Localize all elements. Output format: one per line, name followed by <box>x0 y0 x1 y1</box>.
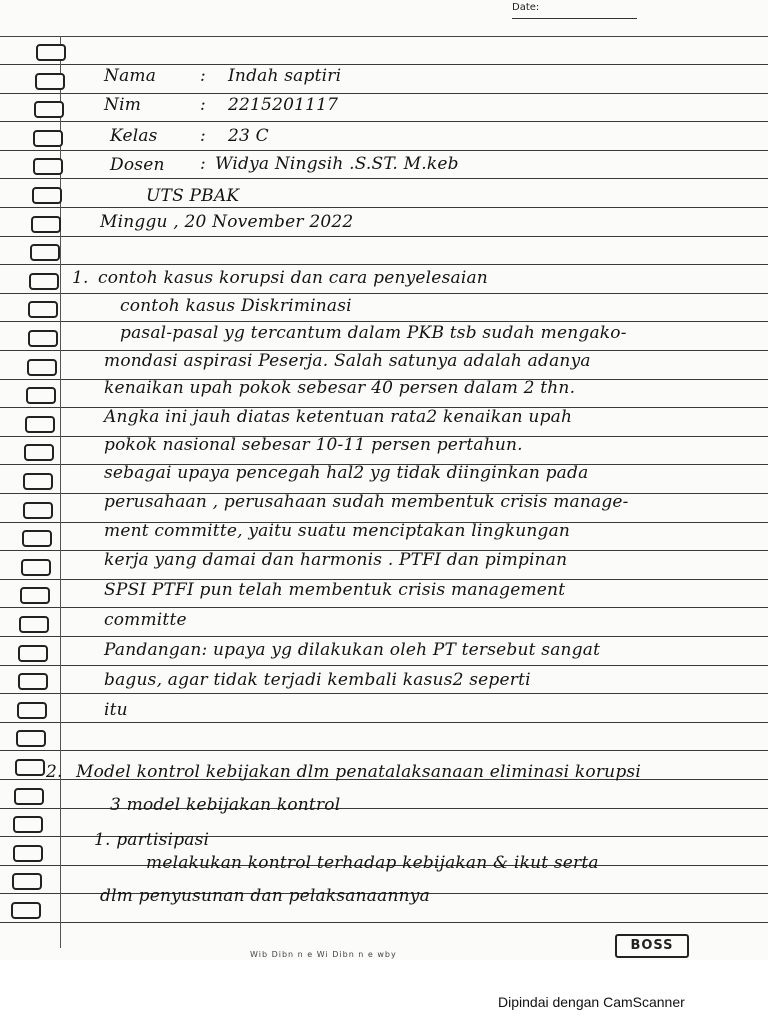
binder-hole <box>21 559 51 576</box>
ruled-line <box>0 207 768 208</box>
ruled-line <box>0 750 768 751</box>
ruled-line <box>0 636 768 637</box>
ruled-line <box>0 665 768 666</box>
nim-label: Nim <box>104 95 142 115</box>
q1-line: Angka ini jauh diatas ketentuan rata2 kenaikan upah <box>104 407 573 427</box>
binder-hole <box>33 130 63 147</box>
dosen-separator: : <box>200 154 206 174</box>
binder-hole <box>33 158 63 175</box>
dosen-label: Dosen <box>110 155 165 175</box>
brand-logo: BOSS <box>615 934 689 958</box>
q1-opinion-line: Pandangan: upaya yg dilakukan oleh PT tersebut sangat <box>104 640 601 660</box>
exam-date: Minggu , 20 November 2022 <box>100 212 354 232</box>
ruled-line <box>0 321 768 322</box>
q2-point-1-line: melakukan kontrol terhadap kebijakan & ikut serta <box>146 853 599 873</box>
q1-line: SPSI PTFI pun telah membentuk crisis management <box>104 580 566 600</box>
nim-separator: : <box>200 95 206 115</box>
binder-hole <box>15 759 45 776</box>
binder-hole <box>18 673 48 690</box>
ruled-line <box>0 150 768 151</box>
q1-line: mondasi aspirasi Peserja. Salah satunya adalah adanya <box>104 351 591 371</box>
binder-hole <box>29 273 59 290</box>
binder-hole <box>23 473 53 490</box>
binder-hole <box>13 845 43 862</box>
q1-line: sebagai upaya pencegah hal2 yg tidak diinginkan pada <box>104 463 589 483</box>
dosen-value: Widya Ningsih .S.ST. M.keb <box>215 154 459 174</box>
ruled-line <box>0 607 768 608</box>
binder-hole <box>12 873 42 890</box>
question-2-heading: Model kontrol kebijakan dlm penatalaksanaan eliminasi korupsi <box>76 762 641 782</box>
binder-hole <box>31 216 61 233</box>
question-2-subheading: 3 model kebijakan kontrol <box>110 795 341 815</box>
footer-print-text: Wib Dibn n e Wi Dibn n e wby <box>250 950 397 959</box>
ruled-line <box>0 264 768 265</box>
scanner-watermark: Dipindai dengan CamScanner <box>498 994 685 1010</box>
binder-hole <box>24 444 54 461</box>
q1-line: pasal-pasal yg tercantum dalam PKB tsb sudah mengako- <box>120 323 627 343</box>
q1-line: perusahaan , perusahaan sudah membentuk crisis manage- <box>104 492 629 512</box>
q1-opinion-line: bagus, agar tidak terjadi kembali kasus2 seperti <box>104 670 531 690</box>
q1-line: kerja yang damai dan harmonis . PTFI dan pimpinan <box>104 550 568 570</box>
ruled-line <box>0 121 768 122</box>
question-1-subheading: contoh kasus Diskriminasi <box>120 296 352 316</box>
nama-value: Indah saptiri <box>228 66 342 86</box>
binder-hole <box>13 816 43 833</box>
binder-hole <box>17 702 47 719</box>
kelas-separator: : <box>200 126 206 146</box>
ruled-line <box>0 93 768 94</box>
binder-hole <box>34 101 64 118</box>
binder-hole <box>35 73 65 90</box>
question-2-number: 2. <box>46 762 63 782</box>
binder-hole <box>30 244 60 261</box>
q2-point-1-title: 1. partisipasi <box>94 830 210 850</box>
question-1-number: 1. <box>72 268 89 288</box>
top-rule <box>0 36 768 37</box>
binder-hole <box>23 502 53 519</box>
binder-hole <box>19 616 49 633</box>
ruled-line <box>0 693 768 694</box>
date-label: Date: <box>512 2 540 13</box>
ruled-line <box>0 722 768 723</box>
kelas-label: Kelas <box>110 126 158 146</box>
kelas-value: 23 C <box>228 126 269 146</box>
q1-line: ment committe, yaitu suatu menciptakan lingkungan <box>104 521 571 541</box>
q2-point-1-line: dlm penyusunan dan pelaksanaannya <box>100 886 430 906</box>
binder-hole <box>25 416 55 433</box>
binder-hole <box>16 730 46 747</box>
nim-value: 2215201117 <box>228 95 339 115</box>
nama-separator: : <box>200 66 206 86</box>
binder-hole <box>11 902 41 919</box>
exam-title: UTS PBAK <box>146 186 240 206</box>
binder-hole <box>28 330 58 347</box>
ruled-line <box>0 293 768 294</box>
ruled-line <box>0 178 768 179</box>
q1-line: committe <box>104 610 187 630</box>
q1-line: pokok nasional sebesar 10-11 persen pertahun. <box>104 435 523 455</box>
question-1-heading: contoh kasus korupsi dan cara penyelesaian <box>98 268 488 288</box>
binder-hole <box>14 788 44 805</box>
binder-hole <box>18 645 48 662</box>
nama-label: Nama <box>104 66 157 86</box>
binder-hole <box>26 387 56 404</box>
binder-hole <box>32 187 62 204</box>
ruled-line <box>0 922 768 923</box>
binder-hole <box>27 359 57 376</box>
binder-hole <box>36 44 66 61</box>
q1-line: kenaikan upah pokok sebesar 40 persen dalam 2 thn. <box>104 378 576 398</box>
ruled-line <box>0 236 768 237</box>
binder-hole <box>22 530 52 547</box>
date-field <box>512 2 642 22</box>
q1-opinion-line: itu <box>104 700 128 720</box>
ruled-line <box>0 64 768 65</box>
date-underline <box>512 18 637 19</box>
binder-hole <box>28 301 58 318</box>
binder-hole <box>20 587 50 604</box>
